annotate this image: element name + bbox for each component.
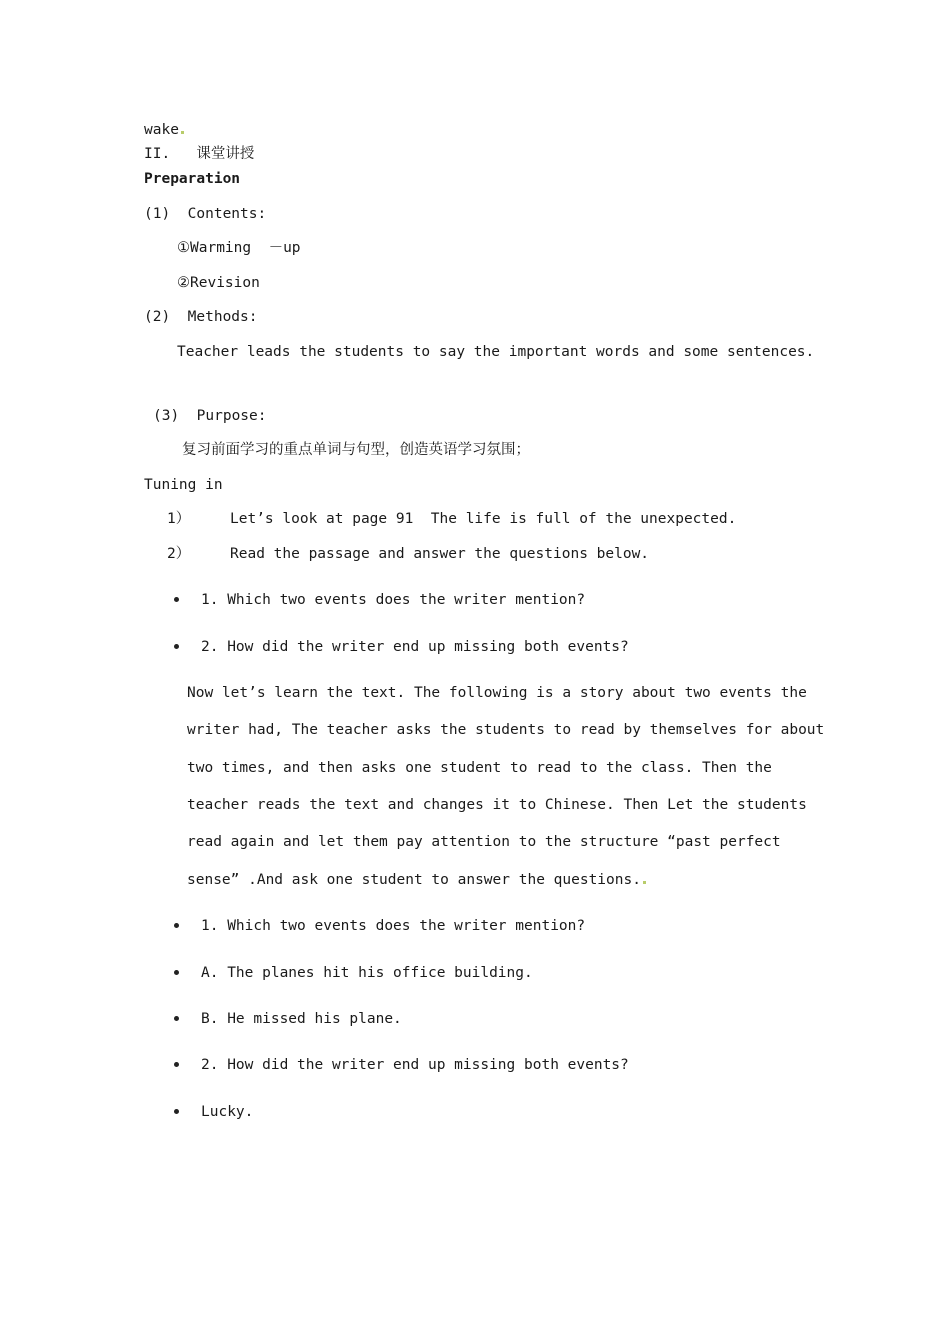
revision-mark <box>643 881 646 884</box>
purpose-label: (3) Purpose: <box>153 408 267 424</box>
preparation-heading: Preparation <box>144 171 241 187</box>
tuning-in-heading: Tuning in <box>144 477 223 493</box>
paragraph-text: sense” .And ask one student to answer the questions. <box>187 872 641 888</box>
bullet-icon <box>174 597 179 602</box>
section-heading: II. 课堂讲授 <box>144 146 255 162</box>
revision-item: ②Revision <box>177 275 260 291</box>
paragraph-line-last <box>187 871 646 889</box>
contents-label: (1) Contents: <box>144 206 267 222</box>
wake-text: wake <box>144 122 179 138</box>
item-number: 2） <box>167 546 191 562</box>
answer-lucky: Lucky. <box>201 1104 254 1120</box>
paragraph-line: Now let’s learn the text. The following is a story about two events the <box>187 685 807 701</box>
paragraph-line: writer had, The teacher asks the students to read by themselves for about <box>187 722 825 738</box>
bullet-question-2: 2. How did the writer end up missing both events? <box>201 639 629 655</box>
bullet-icon <box>174 1062 179 1067</box>
paragraph-line: two times, and then asks one student to read to the class. Then the <box>187 760 772 776</box>
answer-question-1: 1. Which two events does the writer mention? <box>201 918 586 934</box>
bullet-icon <box>174 970 179 975</box>
paragraph-line: teacher reads the text and changes it to Chinese. Then Let the students <box>187 797 807 813</box>
bullet-icon <box>174 1109 179 1114</box>
numbered-item-1 <box>167 510 737 528</box>
text-line-wake <box>144 121 184 139</box>
item-number: 1） <box>167 511 191 527</box>
methods-label: (2) Methods: <box>144 309 258 325</box>
answer-option-b: B. He missed his plane. <box>201 1011 402 1027</box>
warming-up-item: ①Warming －up <box>177 240 301 256</box>
bullet-icon <box>174 1016 179 1021</box>
bullet-question-1: 1. Which two events does the writer mention? <box>201 592 586 608</box>
bullet-icon <box>174 923 179 928</box>
item-text: Let’s look at page 91 The life is full of the unexpected. <box>230 511 737 527</box>
methods-text: Teacher leads the students to say the important words and some sentences. <box>177 344 815 360</box>
numbered-item-2 <box>167 545 650 563</box>
bullet-icon <box>174 644 179 649</box>
answer-option-a: A. The planes hit his office building. <box>201 965 533 981</box>
item-text: Read the passage and answer the questions below. <box>230 546 650 562</box>
purpose-chinese-text: 复习前面学习的重点单词与句型，创造英语学习氛围； <box>182 442 530 458</box>
answer-question-2: 2. How did the writer end up missing both events? <box>201 1057 629 1073</box>
revision-mark <box>181 131 184 134</box>
paragraph-line: read again and let them pay attention to the structure “past perfect <box>187 834 781 850</box>
